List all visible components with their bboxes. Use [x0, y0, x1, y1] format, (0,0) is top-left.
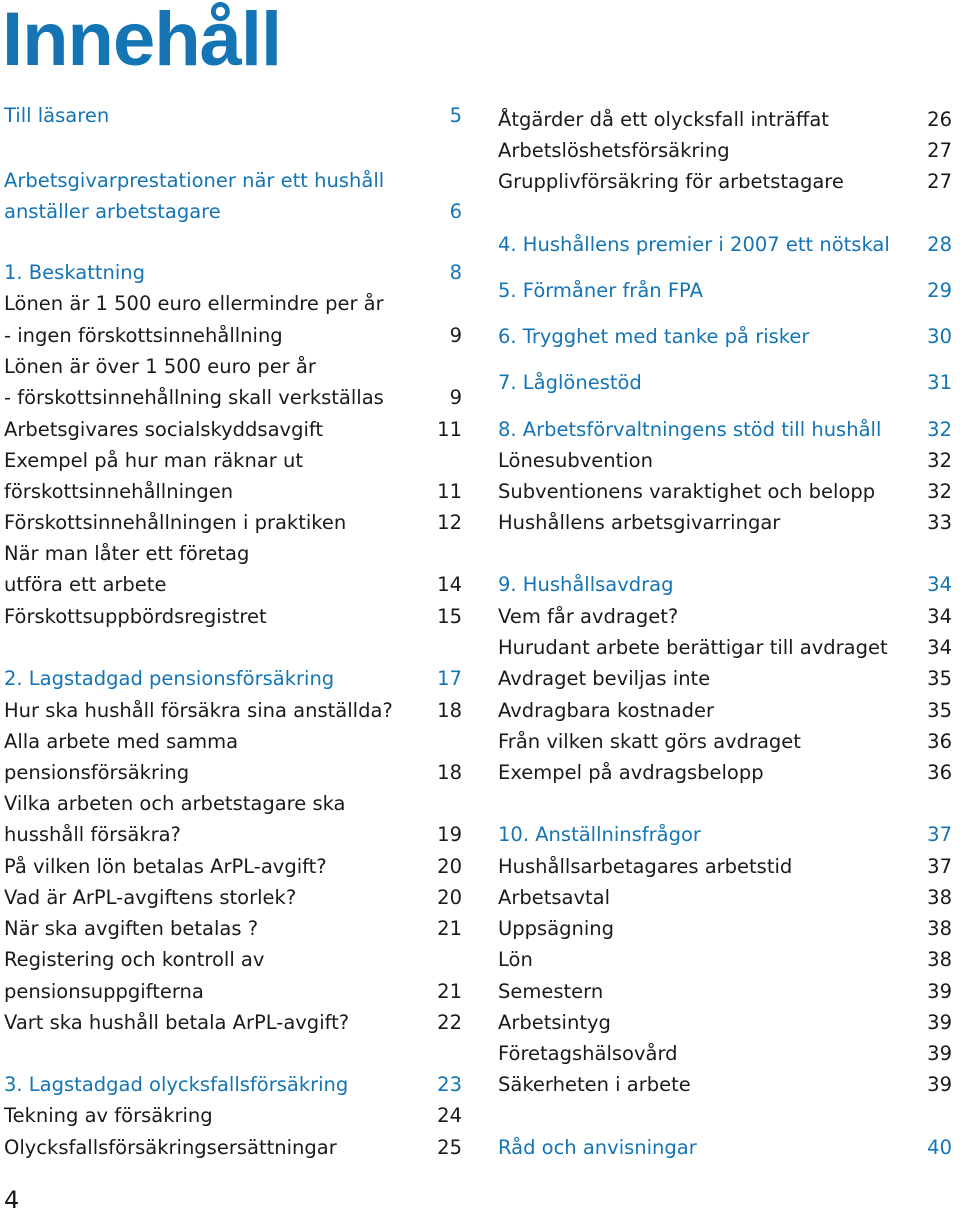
toc-entry-title: 5. Förmåner från FPA: [498, 278, 703, 302]
toc-entry[interactable]: [4, 850, 462, 882]
toc-entry-page: 39: [927, 979, 952, 1003]
toc-entry-title: Hushållens arbetsgivarringar: [498, 510, 781, 534]
toc-entry-page: 9: [449, 385, 462, 409]
toc-entry-page: 19: [437, 822, 462, 846]
toc-entry[interactable]: [498, 912, 952, 944]
toc-entry[interactable]: [498, 506, 952, 538]
toc-entry[interactable]: [4, 256, 462, 288]
toc-entry[interactable]: [498, 662, 952, 694]
toc-entry[interactable]: [498, 475, 952, 507]
toc-entry-title: utföra ett arbete: [4, 572, 167, 596]
toc-entry-page: 22: [437, 1010, 462, 1034]
toc-entry-page: 24: [437, 1103, 462, 1127]
toc-entry-page: 23: [437, 1072, 462, 1096]
toc-entry-page: 30: [927, 324, 952, 348]
toc-entry-title: 2. Lagstadgad pensionsförsäkring: [4, 666, 335, 690]
toc-entry-title: 10. Anställninsfrågor: [498, 822, 701, 846]
toc-entry-page: 39: [927, 1072, 952, 1096]
toc-entry-title: På vilken lön betalas ArPL-avgift?: [4, 854, 327, 878]
toc-entry-title: Arbetsavtal: [498, 885, 611, 909]
toc-entry-title: Åtgärder då ett olycksfall inträffat: [498, 107, 829, 131]
toc-entry-page: 27: [927, 138, 952, 162]
toc-entry[interactable]: [498, 881, 952, 913]
toc-entry-title: När ska avgiften betalas ?: [4, 916, 259, 940]
toc-entry-title: Olycksfallsförsäkringsersättningar: [4, 1135, 337, 1159]
toc-entry[interactable]: [4, 1006, 462, 1038]
toc-entry-page: 26: [927, 107, 952, 131]
toc-entry-page: 38: [927, 947, 952, 971]
toc-entry[interactable]: [4, 694, 462, 726]
toc-entry-page: 38: [927, 916, 952, 940]
toc-entry-title: Hushållsarbetagares arbetstid: [498, 854, 793, 878]
toc-entry-title: Råd och anvisningar: [498, 1135, 697, 1159]
toc-entry[interactable]: [498, 228, 952, 260]
toc-entry-title: 9. Hushållsavdrag: [498, 572, 674, 596]
toc-entry-title: Till läsaren: [4, 103, 110, 127]
toc-entry-page: 35: [927, 698, 952, 722]
toc-entry[interactable]: [4, 818, 462, 850]
toc-entry[interactable]: [498, 943, 952, 975]
toc-entry-title: Från vilken skatt görs avdraget: [498, 729, 801, 753]
toc-entry-title: 3. Lagstadgad olycksfallsförsäkring: [4, 1072, 349, 1096]
toc-entry[interactable]: [498, 1037, 952, 1069]
toc-entry-page: 9: [449, 323, 462, 347]
toc-entry-title: 8. Arbetsförvaltningens stöd till hushåll: [498, 417, 882, 441]
toc-entry-page: 20: [437, 854, 462, 878]
toc-entry-title: Registering och kontroll av: [4, 947, 265, 971]
toc-entry-title: Företagshälsovård: [498, 1041, 678, 1065]
toc-entry[interactable]: [4, 725, 462, 757]
toc-entry-page: 31: [927, 370, 952, 394]
toc-entry-page: 40: [927, 1135, 952, 1159]
toc-entry-page: 25: [437, 1135, 462, 1159]
toc-entry-title: anställer arbetstagare: [4, 199, 221, 223]
toc-entry[interactable]: [498, 366, 952, 398]
toc-entry[interactable]: [498, 600, 952, 632]
toc-entry-title: Vad är ArPL-avgiftens storlek?: [4, 885, 297, 909]
toc-entry-title: pensionsförsäkring: [4, 760, 190, 784]
toc-entry[interactable]: [498, 444, 952, 476]
toc-entry-page: 12: [437, 510, 462, 534]
toc-entry-title: - förskottsinnehållning skall verkställas: [4, 385, 384, 409]
toc-entry[interactable]: [4, 319, 462, 351]
toc-entry-page: 21: [437, 916, 462, 940]
toc-entry[interactable]: [498, 1006, 952, 1038]
toc-entry[interactable]: [498, 975, 952, 1007]
toc-entry[interactable]: [4, 506, 462, 538]
toc-entry-title: förskottsinnehållningen: [4, 479, 234, 503]
toc-entry[interactable]: [498, 103, 952, 135]
page-number: 4: [4, 1186, 20, 1214]
toc-entry[interactable]: [4, 287, 462, 319]
toc-entry-title: husshåll försäkra?: [4, 822, 181, 846]
toc-entry-title: Hurudant arbete berättigar till avdraget: [498, 635, 888, 659]
toc-entry-page: 18: [437, 760, 462, 784]
toc-entry-title: - ingen förskottsinnehållning: [4, 323, 283, 347]
toc-entry-page: 37: [927, 854, 952, 878]
toc-entry-title: Arbetsgivares socialskyddsavgift: [4, 417, 324, 441]
toc-entry-title: Vilka arbeten och arbetstagare ska: [4, 791, 346, 815]
toc-entry[interactable]: [4, 662, 462, 694]
toc-entry-title: Lönen är 1 500 euro ellermindre per år: [4, 291, 384, 315]
toc-entry-page: 11: [437, 417, 462, 441]
toc-entry-page: 15: [437, 604, 462, 628]
toc-entry[interactable]: [498, 568, 952, 600]
toc-entry-page: 14: [437, 572, 462, 596]
toc-entry[interactable]: [4, 381, 462, 413]
toc-entry-title: Arbetsintyg: [498, 1010, 611, 1034]
toc-entry-page: 11: [437, 479, 462, 503]
toc-entry-page: 28: [927, 232, 952, 256]
toc-entry[interactable]: [4, 975, 462, 1007]
toc-entry[interactable]: [4, 1099, 462, 1131]
toc-entry-title: Vem får avdraget?: [498, 604, 679, 628]
toc-entry-page: 36: [927, 760, 952, 784]
toc-entry-title: Avdraget beviljas inte: [498, 666, 711, 690]
toc-entry-page: 32: [927, 479, 952, 503]
toc-entry-title: Lönesubvention: [498, 448, 653, 472]
toc-entry[interactable]: [4, 413, 462, 445]
toc-entry[interactable]: [498, 413, 952, 445]
toc-entry-page: 39: [927, 1041, 952, 1065]
toc-entry-page: 34: [927, 572, 952, 596]
toc-entry[interactable]: [4, 444, 462, 476]
toc-entry-page: 32: [927, 417, 952, 441]
toc-entry[interactable]: [4, 756, 462, 788]
toc-entry-page: 38: [927, 885, 952, 909]
toc-entry[interactable]: [4, 600, 462, 632]
toc-entry-title: pensionsuppgifterna: [4, 979, 204, 1003]
toc-entry-page: 18: [437, 698, 462, 722]
toc-entry-page: 17: [437, 666, 462, 690]
toc-entry-title: Tekning av försäkring: [4, 1103, 213, 1127]
toc-entry[interactable]: [498, 320, 952, 352]
toc-entry-page: 21: [437, 979, 462, 1003]
toc-entry[interactable]: [498, 631, 952, 663]
toc-entry-title: 7. Låglönestöd: [498, 370, 642, 394]
toc-entry-title: Arbetsgivarprestationer när ett hushåll: [4, 168, 385, 192]
toc-entry-title: När man låter ett företag: [4, 541, 250, 565]
toc-entry-page: 34: [927, 635, 952, 659]
toc-entry-title: Lönen är över 1 500 euro per år: [4, 354, 316, 378]
toc-entry-page: 5: [449, 103, 462, 127]
toc-entry[interactable]: [498, 165, 952, 197]
toc-entry-title: Förskottsinnehållningen i praktiken: [4, 510, 347, 534]
toc-entry[interactable]: [4, 537, 462, 569]
toc-entry[interactable]: [4, 164, 462, 196]
toc-entry-page: 35: [927, 666, 952, 690]
toc-entry[interactable]: [498, 274, 952, 306]
toc-entry-title: Alla arbete med samma: [4, 729, 239, 753]
toc-entry[interactable]: [4, 99, 462, 131]
toc-entry[interactable]: [4, 787, 462, 819]
toc-entry[interactable]: [4, 475, 462, 507]
toc-entry[interactable]: [4, 943, 462, 975]
toc-entry[interactable]: [4, 350, 462, 382]
toc-entry[interactable]: [498, 694, 952, 726]
toc-entry[interactable]: [4, 1068, 462, 1100]
toc-entry[interactable]: [498, 850, 952, 882]
toc-entry-title: Exempel på avdragsbelopp: [498, 760, 764, 784]
toc-entry-title: Uppsägning: [498, 916, 615, 940]
toc-entry-title: Subventionens varaktighet och belopp: [498, 479, 876, 503]
toc-entry-title: 1. Beskattning: [4, 260, 146, 284]
toc-entry[interactable]: [498, 134, 952, 166]
toc-entry-title: Semestern: [498, 979, 604, 1003]
toc-entry[interactable]: [498, 1068, 952, 1100]
toc-entry-page: 34: [927, 604, 952, 628]
toc-entry[interactable]: [498, 756, 952, 788]
toc-entry-page: 39: [927, 1010, 952, 1034]
toc-entry[interactable]: [4, 881, 462, 913]
toc-entry-title: 6. Trygghet med tanke på risker: [498, 324, 810, 348]
page-title: Innehåll: [2, 0, 282, 82]
toc-entry-page: 27: [927, 169, 952, 193]
toc-entry-title: 4. Hushållens premier i 2007 ett nötskal: [498, 232, 890, 256]
toc-entry-title: Exempel på hur man räknar ut: [4, 448, 303, 472]
toc-entry[interactable]: [4, 1131, 462, 1163]
toc-entry-title: Förskottsuppbördsregistret: [4, 604, 267, 628]
toc-entry-title: Säkerheten i arbete: [498, 1072, 691, 1096]
toc-entry[interactable]: [498, 818, 952, 850]
toc-entry[interactable]: [4, 912, 462, 944]
toc-entry-title: Avdragbara kostnader: [498, 698, 714, 722]
toc-entry-title: Lön: [498, 947, 533, 971]
toc-entry-page: 8: [449, 260, 462, 284]
toc-entry-page: 36: [927, 729, 952, 753]
toc-entry-page: 37: [927, 822, 952, 846]
toc-entry-page: 29: [927, 278, 952, 302]
toc-entry-page: 20: [437, 885, 462, 909]
toc-entry-page: 33: [927, 510, 952, 534]
toc-entry[interactable]: [4, 568, 462, 600]
toc-entry[interactable]: [4, 195, 462, 227]
toc-entry-title: Grupplivförsäkring för arbetstagare: [498, 169, 844, 193]
toc-entry[interactable]: [498, 725, 952, 757]
toc-entry-title: Hur ska hushåll försäkra sina anställda?: [4, 698, 393, 722]
toc-entry-page: 32: [927, 448, 952, 472]
toc-entry[interactable]: [498, 1131, 952, 1163]
toc-entry-page: 6: [449, 199, 462, 223]
toc-entry-title: Arbetslöshetsförsäkring: [498, 138, 730, 162]
toc-entry-title: Vart ska hushåll betala ArPL-avgift?: [4, 1010, 350, 1034]
